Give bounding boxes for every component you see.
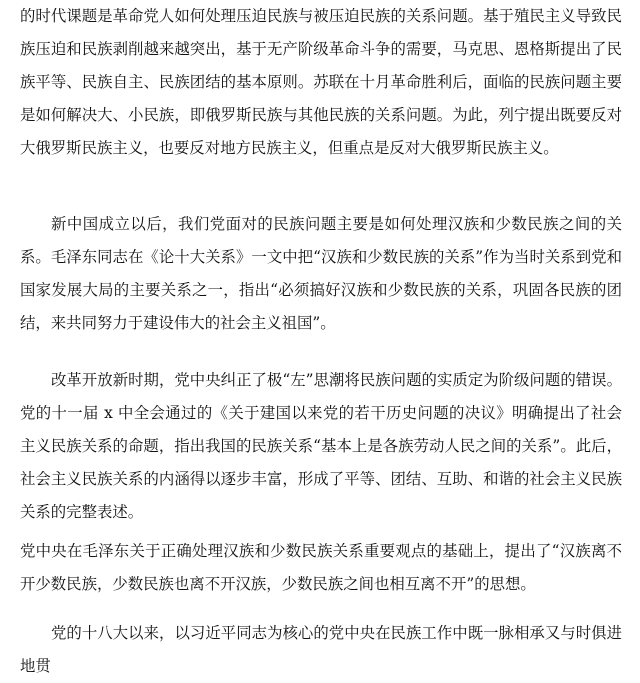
paragraph-4: 党中央在毛泽东关于正确处理汉族和少数民族关系重要观点的基础上，提出了“汉族离不开少数民族，少数民族也离不开汉族，少数民族之间也相互离不开”的思想。 [20, 542, 622, 593]
paragraph-2: 新中国成立以后，我们党面对的民族问题主要是如何处理汉族和少数民族之间的关系。毛泽东同志在《论十大关系》一文中把“汉族和少数民族的关系”作为当时关系到党和国家发展大局的主要关系之一，指出“必须搞好汉族和少数民族的关系，巩固各民族的团结，来共同努力于建设伟大的社会主义祖国”。 [20, 215, 622, 332]
paragraph-3: 改革开放新时期，党中央纠正了极“左”思潮将民族问题的实质定为阶级问题的错误。党的十一届 x 中全会通过的《关于建国以来党的若干历史问题的决议》明确提出了社会主义民族关系的命题，指出我国的民族关系“基本上是各族劳动人民之间的关系”。此后，社会主义民族关系的内涵得以逐步丰富，形成了平等、团结、互助、和谐的社会主义民族关系的完整表述。 [20, 371, 622, 521]
paragraph-1: 的时代课题是革命党人如何处理压迫民族与被压迫民族的关系问题。基于殖民主义导致民族压迫和民族剥削越来越突出，基于无产阶级革命斗争的需要，马克思、恩格斯提出了民族平等、民族自主、民族团结的基本原则。苏联在十月革命胜利后，面临的民族问题主要是如何解决大、小民族，即俄罗斯民族与其他民族的关系问题。为此，列宁提出既要反对大俄罗斯民族主义，也要反对地方民族主义，但重点是反对大俄罗斯民族主义。 [20, 7, 622, 157]
paragraph-5: 党的十八大以来，以习近平同志为核心的党中央在民族工作中既一脉相承又与时俱进地贯 [20, 624, 622, 675]
